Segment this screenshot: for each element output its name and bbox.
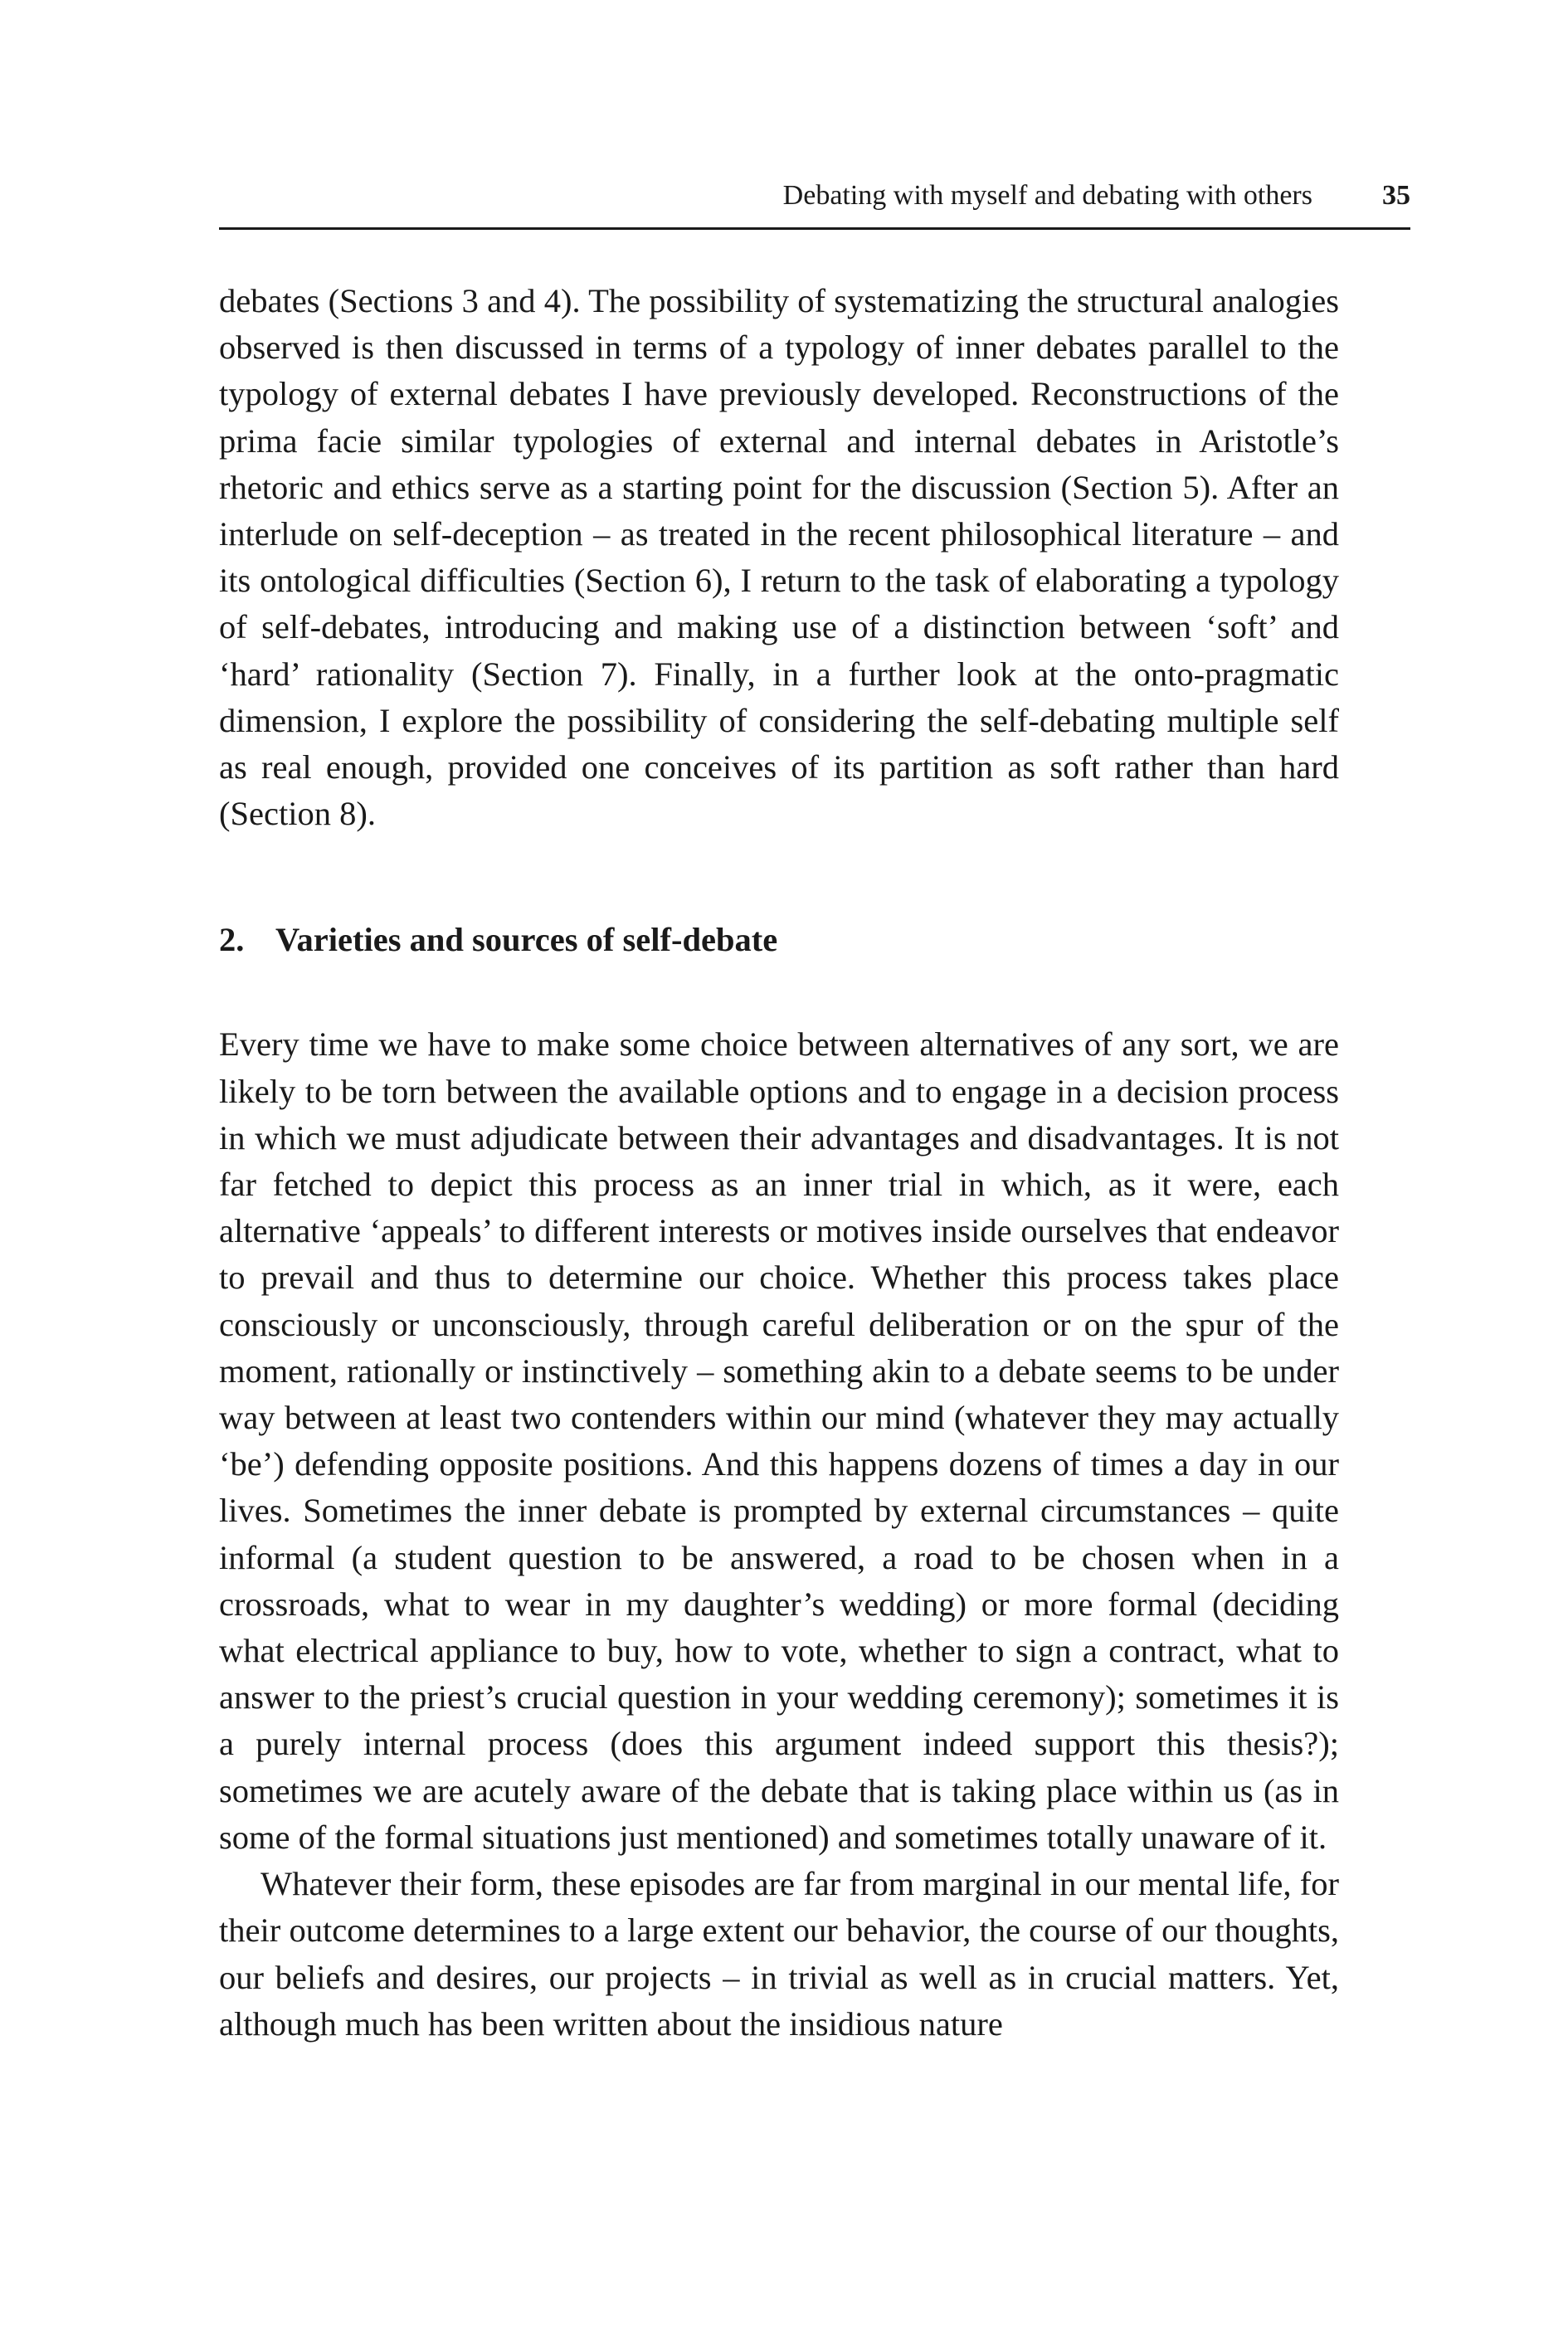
- section-heading: [219, 917, 1339, 963]
- body-text: [219, 278, 1339, 2048]
- section-title: Varieties and sources of self-debate: [275, 921, 778, 959]
- running-title: Debating with myself and debating with others: [782, 180, 1312, 211]
- intro-paragraph: debates (Sections 3 and 4). The possibility of systematizing the structural analogies observed is then discussed in terms of a typology of inner debates parallel to the typology of external debates I have previously developed. Reconstructions of the prima facie similar typologies of external and internal debates in Aristotle’s rhetoric and ethics serve as a starting point for the discussion (Section 5). After an interlude on self-deception – as treated in the recent philosophical literature – and its ontological difficulties (Section 6), I return to the task of elaborating a typology of self-debates, introducing and making use of a distinction between ‘soft’ and ‘hard’ rationality (Section 7). Finally, in a further look at the onto-pragmatic dimension, I explore the possibility of considering the self-debating multiple self as real enough, provided one conceives of its partition as soft rather than hard (Section 8).: [219, 282, 1339, 833]
- paragraph-2: Whatever their form, these episodes are far from marginal in our mental life, for their outcome determines to a large extent our behavior, the course of our thoughts, our beliefs and desires, our projects – in trivial as well as in crucial matters. Yet, although much has been written about the insidious nature: [219, 1865, 1339, 2043]
- running-header: [219, 173, 1410, 230]
- page-number: 35: [1382, 180, 1410, 211]
- section-number: 2.: [219, 921, 245, 959]
- paragraph-1: Every time we have to make some choice between alternatives of any sort, we are likely to be torn between the available options and to engage in a decision process in which we must adjudicate between their advantages and disadvantages. It is not far fetched to depict this process as an inner trial in which, as it were, each alternative ‘appeals’ to different interests or motives inside ourselves that endeavor to prevail and thus to determine our choice. Whether this process takes place consciously or unconsciously, through careful deliberation or on the spur of the moment, rationally or instinctively – something akin to a debate seems to be under way between at least two contenders within our mind (whatever they may actually ‘be’) defending opposite positions. And this happens dozens of times a day in our lives. Sometimes the inner debate is prompted by external circumstances – quite informal (a student question to be answered, a road to be chosen when in a crossroads, what to wear in my daughter’s wedding) or more formal (deciding what electrical appliance to buy, how to vote, whether to sign a contract, what to answer to the priest’s crucial question in your wedding ceremony); sometimes it is a purely internal process (does this argument indeed support this thesis?); sometimes we are acutely aware of the debate that is taking place within us (as in some of the formal situations just mentioned) and sometimes totally unaware of it.: [219, 1025, 1339, 1856]
